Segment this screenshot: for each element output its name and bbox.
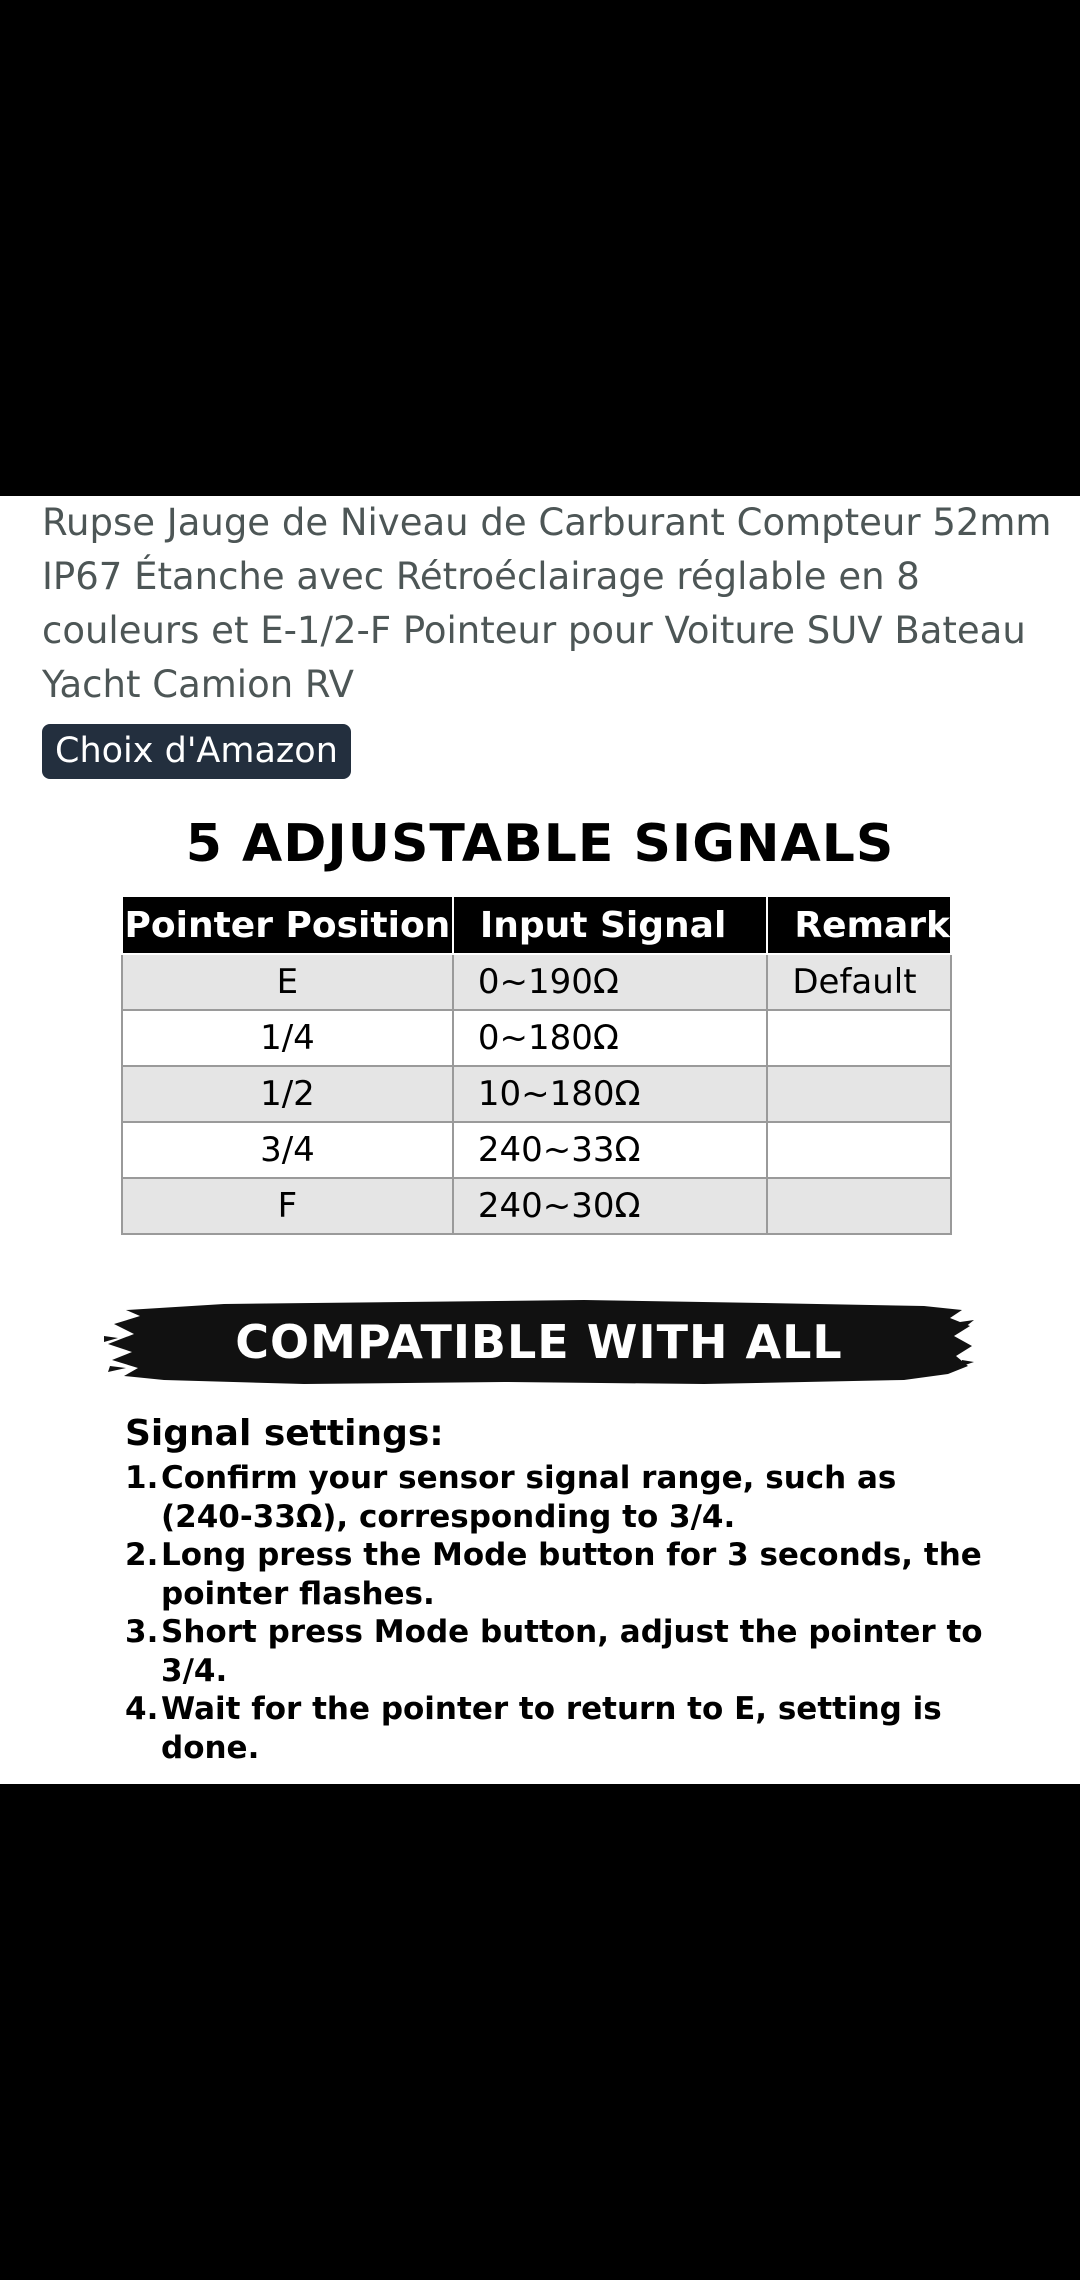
cell-remark [767, 1178, 951, 1234]
cell-signal: 10~180Ω [453, 1066, 768, 1122]
list-item [125, 1536, 985, 1613]
header-pointer-position: Pointer Position [122, 896, 453, 954]
cell-remark: Default [767, 954, 951, 1010]
table-row [122, 1066, 951, 1122]
cell-position: E [122, 954, 453, 1010]
list-item [125, 1613, 985, 1690]
cell-remark [767, 1066, 951, 1122]
amazons-choice-badge[interactable]: Choix d'Amazon [42, 724, 351, 779]
signals-table [121, 895, 952, 1235]
cell-remark [767, 1122, 951, 1178]
product-title[interactable]: Rupse Jauge de Niveau de Carburant Compteur 52mm IP67 Étanche avec Rétroéclairage réglable en 8 couleurs et E-1/2-F Pointeur pour Voiture SUV Bateau Yacht Camion RV [42, 501, 1052, 706]
list-item [125, 1690, 985, 1767]
cell-position: 1/2 [122, 1066, 453, 1122]
product-content [0, 496, 1080, 1784]
cell-signal: 0~180Ω [453, 1010, 768, 1066]
cell-signal: 240~30Ω [453, 1178, 768, 1234]
step-text: Wait for the pointer to return to E, setting is done. [161, 1691, 942, 1766]
step-text: Short press Mode button, adjust the pointer to 3/4. [161, 1614, 983, 1689]
table-row [122, 1122, 951, 1178]
table-header-row [122, 896, 951, 954]
top-black-area [0, 0, 1080, 496]
signals-heading: 5 ADJUSTABLE SIGNALS [185, 814, 895, 874]
header-remark: Remark [767, 896, 951, 954]
cell-remark [767, 1010, 951, 1066]
cell-position: 1/4 [122, 1010, 453, 1066]
step-text: Long press the Mode button for 3 seconds, the pointer flashes. [161, 1537, 982, 1612]
step-number: 4. [125, 1691, 159, 1727]
step-number: 2. [125, 1537, 159, 1573]
cell-signal: 240~33Ω [453, 1122, 768, 1178]
table-row [122, 954, 951, 1010]
table-row [122, 1010, 951, 1066]
header-input-signal: Input Signal [453, 896, 768, 954]
settings-steps [125, 1459, 985, 1767]
product-image[interactable] [0, 796, 1080, 1784]
step-text: Confirm your sensor signal range, such as (240-33Ω), corresponding to 3/4. [161, 1460, 897, 1535]
banner-text: COMPATIBLE WITH ALL SENSORS [235, 1315, 843, 1461]
table-row [122, 1178, 951, 1234]
cell-position: 3/4 [122, 1122, 453, 1178]
cell-position: F [122, 1178, 453, 1234]
bottom-black-area [0, 1784, 1080, 2280]
cell-signal: 0~190Ω [453, 954, 768, 1010]
step-number: 3. [125, 1614, 159, 1650]
list-item [125, 1459, 985, 1536]
step-number: 1. [125, 1460, 159, 1496]
settings-title: Signal settings: [125, 1413, 444, 1454]
